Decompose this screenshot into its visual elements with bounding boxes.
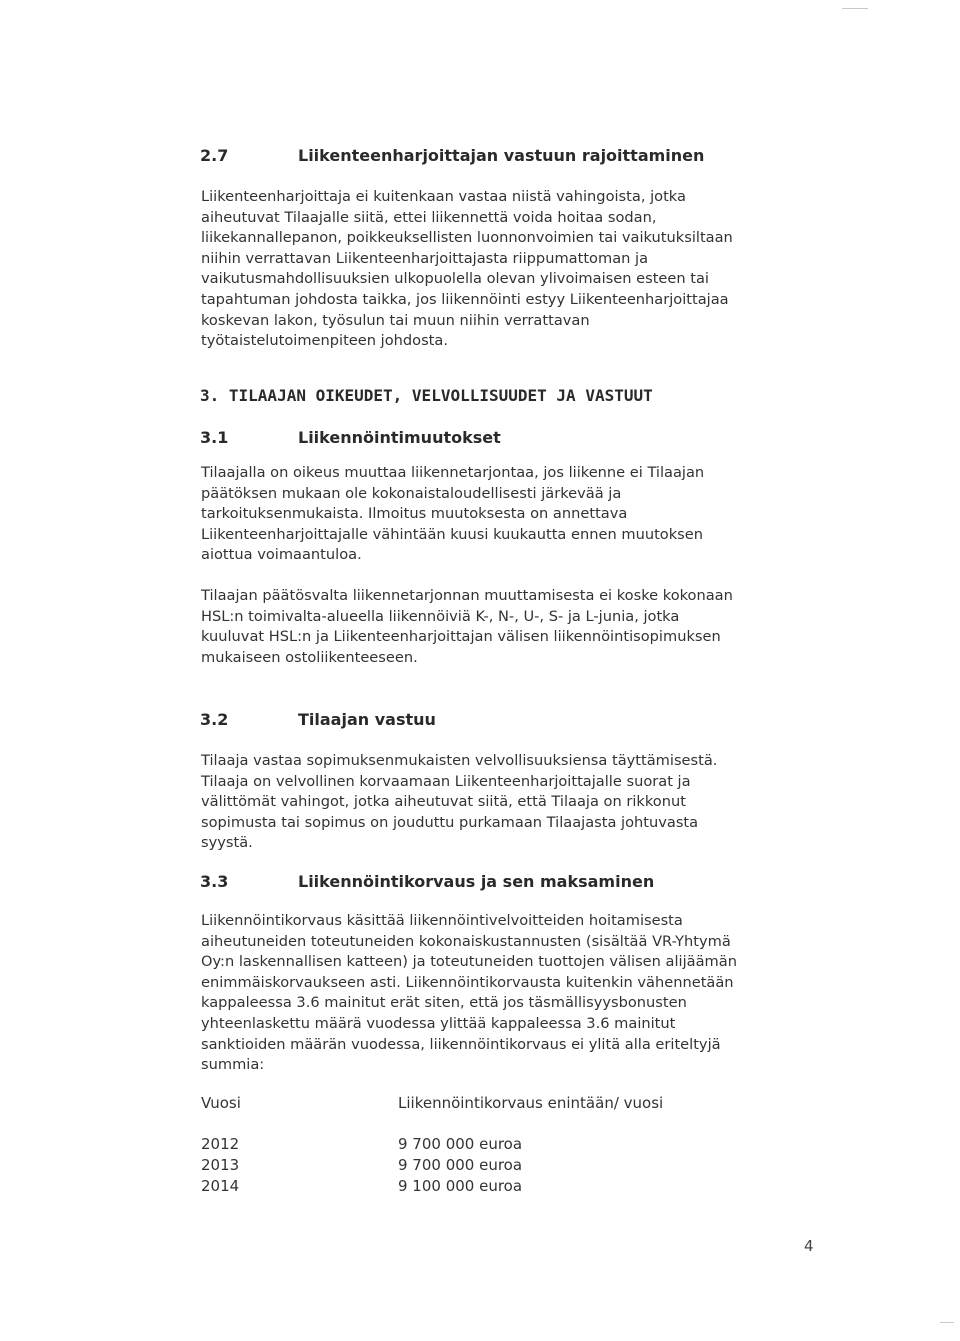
- text-line: koskevan lakon, työsulun tai muun niihin verrattavan: [201, 311, 590, 329]
- text-line: enimmäiskorvaukseen asti. Liikennöintikorvausta kuitenkin vähennetään: [201, 973, 734, 991]
- section-number: 3.1: [200, 428, 229, 447]
- text-line: tapahtuman johdosta taikka, jos liikennöinti estyy Liikenteenharjoittajaa: [201, 290, 729, 308]
- table-cell-year: 2012: [201, 1135, 240, 1153]
- text-line: työtaistelutoimenpiteen johdosta.: [201, 332, 448, 350]
- section-number: 3.2: [200, 710, 229, 729]
- text-line: syystä.: [201, 834, 253, 852]
- table-cell-amount: 9 100 000 euroa: [398, 1177, 523, 1195]
- text-line: Tilaaja vastaa sopimuksenmukaisten velvollisuuksiensa täyttämisestä.: [201, 752, 718, 769]
- text-line: päätöksen mukaan ole kokonaistaloudellisesti järkevää ja: [201, 484, 622, 502]
- section-3-1-paragraph-2: [201, 586, 801, 668]
- table-cell-year: 2014: [201, 1177, 240, 1195]
- text-line: Tilaaja on velvollinen korvaamaan Liikenteenharjoittajalle suorat ja: [201, 772, 691, 790]
- text-line: sanktioiden määrän vuodessa, liikennöintikorvaus ei ylitä alla eriteltyjä: [201, 1035, 721, 1053]
- table-amounts: [398, 1134, 522, 1197]
- text-line: Liikenteenharjoittajalle vähintään kuusi kuukautta ennen muutoksen: [201, 525, 704, 543]
- section-3-3-heading: [200, 872, 654, 891]
- text-line: tarkoituksenmukaista. Ilmoitus muutoksesta on annettava: [201, 505, 628, 523]
- table-years: [201, 1134, 239, 1197]
- section-3-1-heading: [200, 428, 501, 447]
- section-3-3-paragraph: [201, 911, 801, 1076]
- table-header-year: Vuosi: [201, 1094, 241, 1112]
- text-line: Liikenteenharjoittaja ei kuitenkaan vastaa niistä vahingoista, jotka: [201, 188, 686, 205]
- section-title: Liikenteenharjoittajan vastuun rajoittaminen: [298, 146, 705, 165]
- table-cell-year: 2013: [201, 1156, 240, 1174]
- text-line: aiheutuvat Tilaajalle siitä, ettei liikennettä voida hoitaa sodan,: [201, 208, 657, 226]
- text-line: Tilaajan päätösvalta liikennetarjonnan muuttamisesta ei koske kokonaan: [201, 587, 733, 604]
- text-line: vaikutusmahdollisuuksien ulkopuolella olevan ylivoimaisen esteen tai: [201, 270, 709, 288]
- text-line: niihin verrattavan Liikenteenharjoittajasta riippumattoman ja: [201, 249, 649, 267]
- section-title: Liikennöintikorvaus ja sen maksaminen: [298, 872, 655, 891]
- page-number: 4: [804, 1237, 814, 1255]
- section-2-7-heading: [200, 146, 704, 165]
- text-line: Oy:n laskennallisen katteen) ja toteutuneiden tuottojen välisen alijäämän: [201, 953, 737, 971]
- table-cell-amount: 9 700 000 euroa: [398, 1156, 523, 1174]
- scan-mark-bottom-right: [940, 1322, 954, 1323]
- text-line: summia:: [201, 1056, 265, 1074]
- text-line: yhteenlaskettu määrä vuodessa ylittää kappaleessa 3.6 mainitut: [201, 1014, 676, 1032]
- section-title: Liikennöintimuutokset: [298, 428, 501, 447]
- text-line: aiheutuneiden toteutuneiden kokonaiskustannusten (sisältää VR-Yhtymä: [201, 932, 731, 950]
- section-title: Tilaajan vastuu: [298, 710, 436, 729]
- section-3-2-paragraph: [201, 751, 801, 854]
- section-3-2-heading: [200, 710, 436, 729]
- text-line: Liikennöintikorvaus käsittää liikennöintivelvoitteiden hoitamisesta: [201, 912, 683, 929]
- table-column-year: [201, 1093, 241, 1114]
- section-number: 2.7: [200, 146, 229, 165]
- section-3-1-paragraph-1: [201, 463, 801, 566]
- section-number: 3.3: [200, 872, 229, 891]
- text-line: Tilaajalla on oikeus muuttaa liikennetarjontaa, jos liikenne ei Tilaajan: [201, 464, 705, 481]
- text-line: HSL:n toimivalta-alueella liikennöiviä K-, N-, U-, S- ja L-junia, jotka: [201, 607, 680, 625]
- text-line: välittömät vahingot, jotka aiheutuvat siitä, että Tilaaja on rikkonut: [201, 793, 686, 811]
- table-cell-amount: 9 700 000 euroa: [398, 1135, 523, 1153]
- text-line: kappaleessa 3.6 mainitut erät siten, että jos täsmällisyysbonusten: [201, 994, 687, 1012]
- scan-mark-top-right: [842, 8, 868, 9]
- table-column-amount: [398, 1093, 663, 1114]
- text-line: aiottua voimaantuloa.: [201, 546, 362, 564]
- text-line: liikekannallepanon, poikkeuksellisten luonnonvoimien tai vaikutuksiltaan: [201, 229, 733, 247]
- text-line: mukaiseen ostoliikenteeseen.: [201, 648, 418, 666]
- table-header-amount: Liikennöintikorvaus enintään/ vuosi: [398, 1094, 664, 1112]
- section-2-7-paragraph: [201, 187, 801, 352]
- text-line: kuuluvat HSL:n ja Liikenteenharjoittajan välisen liikennöintisopimuksen: [201, 628, 721, 646]
- text-line: sopimusta tai sopimus on jouduttu purkamaan Tilaajasta johtuvasta: [201, 813, 699, 831]
- section-3-heading: 3. TILAAJAN OIKEUDET, VELVOLLISUUDET JA VASTUUT: [200, 386, 653, 405]
